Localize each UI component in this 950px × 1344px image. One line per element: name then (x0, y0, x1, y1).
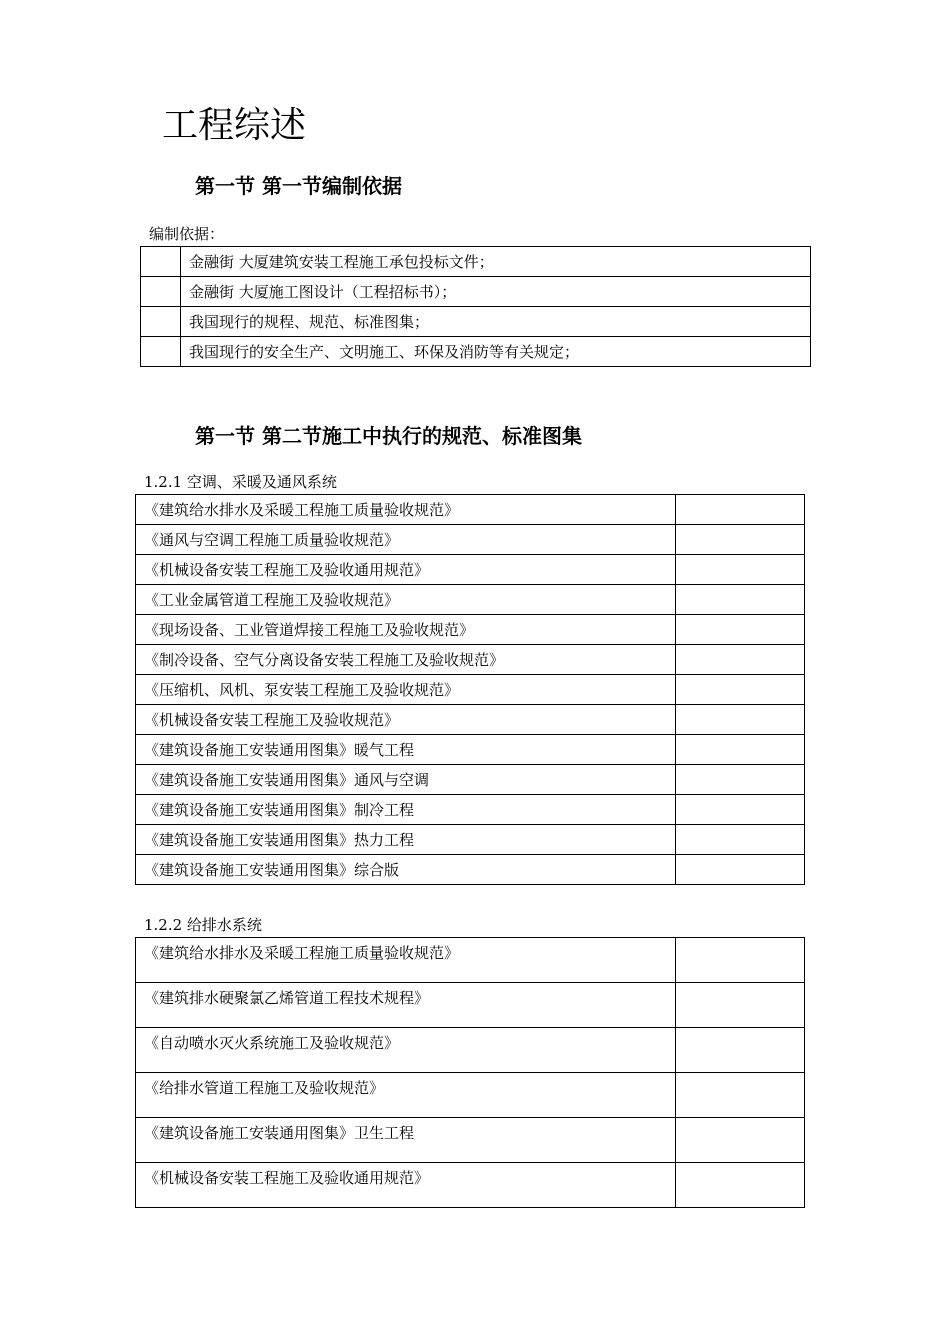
standard-code-cell (676, 735, 805, 765)
standard-name-cell: 《自动喷水灭火系统施工及验收规范》 (136, 1028, 676, 1073)
standard-name-cell: 《建筑设备施工安装通用图集》通风与空调 (136, 765, 676, 795)
hvac-label: 1.2.1 空调、采暖及通风系统 (144, 473, 337, 491)
standard-code-cell (676, 795, 805, 825)
standard-code-cell (676, 645, 805, 675)
standard-name-cell: 《建筑排水硬聚氯乙烯管道工程技术规程》 (136, 983, 676, 1028)
standard-code-cell (676, 825, 805, 855)
standard-code-cell (676, 983, 805, 1028)
standard-name-cell: 《机械设备安装工程施工及验收规范》 (136, 705, 676, 735)
section-heading-standards: 第一节 第二节施工中执行的规范、标准图集 (195, 424, 582, 448)
standard-name-cell: 《机械设备安装工程施工及验收通用规范》 (136, 555, 676, 585)
table-cell-index (141, 277, 181, 307)
standard-name-cell: 《建筑设备施工安装通用图集》综合版 (136, 855, 676, 885)
table-row (136, 983, 805, 1028)
standard-name-cell: 《通风与空调工程施工质量验收规范》 (136, 525, 676, 555)
table-row (136, 735, 805, 765)
basis-intro-label: 编制依据： (149, 225, 225, 243)
standard-name-cell: 《建筑设备施工安装通用图集》制冷工程 (136, 795, 676, 825)
standard-code-cell (676, 555, 805, 585)
table-cell-text: 我国现行的安全生产、文明施工、环保及消防等有关规定； (181, 337, 811, 367)
table-row (136, 615, 805, 645)
table-cell-text: 金融街 大厦施工图设计（工程招标书）； (181, 277, 811, 307)
standard-name-cell: 《压缩机、风机、泵安装工程施工及验收规范》 (136, 675, 676, 705)
standard-code-cell (676, 1028, 805, 1073)
standard-name-cell: 《工业金属管道工程施工及验收规范》 (136, 585, 676, 615)
standard-name-cell: 《建筑设备施工安装通用图集》热力工程 (136, 825, 676, 855)
table-row (136, 555, 805, 585)
table-row (141, 277, 811, 307)
standard-code-cell (676, 615, 805, 645)
standard-code-cell (676, 705, 805, 735)
standard-name-cell: 《现场设备、工业管道焊接工程施工及验收规范》 (136, 615, 676, 645)
standard-code-cell (676, 855, 805, 885)
standard-code-cell (676, 525, 805, 555)
standard-name-cell: 《制冷设备、空气分离设备安装工程施工及验收规范》 (136, 645, 676, 675)
standard-code-cell (676, 1163, 805, 1208)
table-row (141, 247, 811, 277)
standard-name-cell: 《机械设备安装工程施工及验收通用规范》 (136, 1163, 676, 1208)
table-row (136, 855, 805, 885)
table-cell-index (141, 307, 181, 337)
table-row (136, 675, 805, 705)
table-row (141, 307, 811, 337)
table-row (136, 1118, 805, 1163)
table-row (136, 765, 805, 795)
standard-code-cell (676, 938, 805, 983)
table-row (136, 795, 805, 825)
plumbing-label: 1.2.2 给排水系统 (144, 916, 262, 934)
table-cell-text: 金融街 大厦建筑安装工程施工承包投标文件； (181, 247, 811, 277)
table-cell-index (141, 337, 181, 367)
table-row (136, 825, 805, 855)
table-row (136, 938, 805, 983)
table-row (136, 495, 805, 525)
table-row (136, 525, 805, 555)
standard-code-cell (676, 1073, 805, 1118)
standard-name-cell: 《建筑设备施工安装通用图集》卫生工程 (136, 1118, 676, 1163)
hvac-standards-table (135, 494, 805, 885)
table-row (141, 337, 811, 367)
table-row (136, 1163, 805, 1208)
table-row (136, 585, 805, 615)
standard-code-cell (676, 675, 805, 705)
section-heading-basis: 第一节 第一节编制依据 (195, 174, 402, 198)
table-row (136, 645, 805, 675)
standard-name-cell: 《给排水管道工程施工及验收规范》 (136, 1073, 676, 1118)
standard-name-cell: 《建筑给水排水及采暖工程施工质量验收规范》 (136, 495, 676, 525)
standard-code-cell (676, 585, 805, 615)
standard-name-cell: 《建筑给水排水及采暖工程施工质量验收规范》 (136, 938, 676, 983)
standard-code-cell (676, 765, 805, 795)
table-row (136, 705, 805, 735)
table-row (136, 1028, 805, 1073)
page-title: 工程综述 (162, 105, 307, 146)
plumbing-standards-table (135, 937, 805, 1208)
standard-code-cell (676, 495, 805, 525)
standard-name-cell: 《建筑设备施工安装通用图集》暖气工程 (136, 735, 676, 765)
standard-code-cell (676, 1118, 805, 1163)
table-row (136, 1073, 805, 1118)
table-cell-index (141, 247, 181, 277)
basis-table (140, 246, 811, 367)
table-cell-text: 我国现行的规程、规范、标准图集； (181, 307, 811, 337)
